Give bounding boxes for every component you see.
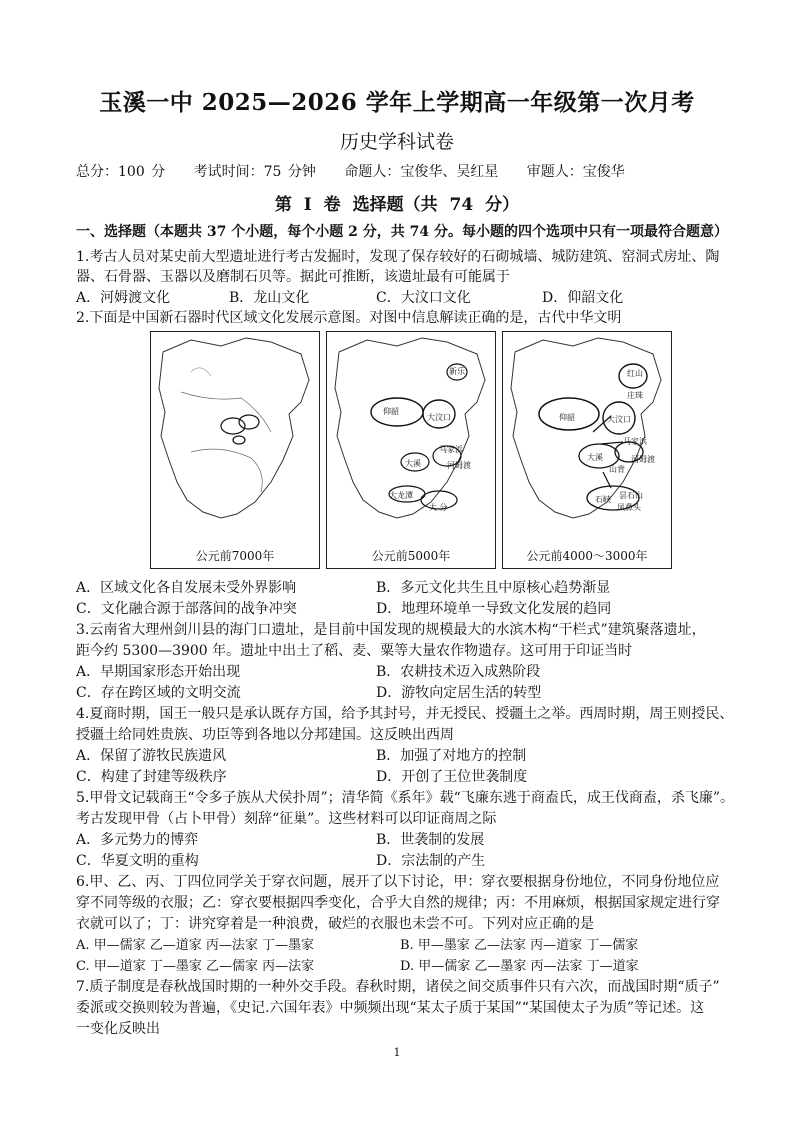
- q5-stem-1: 5.甲骨文记载商王“令多子族从犬侯扑周”；清华简《系年》载“飞廉东逃于商盍氏，成王伐商盍，杀飞廉”。: [76, 790, 734, 806]
- total-score: 总分：100 分: [76, 164, 166, 180]
- section-heading: 第 I 卷 选择题（共 74 分）: [274, 195, 520, 215]
- q4-stem-1: 4.夏商时期，国王一般只是承认既存方国，给予其封号，并无授民、授疆土之举。西周时期，周王则授民、: [76, 706, 734, 722]
- q5-option-a: A．多元势力的博弈: [76, 832, 199, 848]
- q2-option-c: C．文化融合源于部落间的战争冲突: [76, 601, 297, 617]
- map-3-label: 山背: [609, 465, 625, 474]
- author: 命题人：宝俊华、吴红星: [344, 164, 499, 180]
- q6-stem-3: 衣就可以了；丁：讲究穿着是一种浪费，破烂的衣服也未尝不可。下列对应正确的是: [76, 916, 594, 932]
- map-4000-3000bc: [502, 331, 672, 569]
- q5-stem-2: 考古发现甲骨（占卜甲骨）刻辞“征巢”。这些材料可以印证商周之际: [76, 811, 497, 827]
- q3-option-c: C．存在跨区域的文明交流: [76, 685, 241, 701]
- q4-option-c: C．构建了封建等级秩序: [76, 769, 227, 785]
- reviewer: 审题人：宝俊华: [526, 164, 625, 180]
- map-2-label: 大汶口: [427, 413, 451, 422]
- q6-option-a: A. 甲—儒家 乙—道家 丙—法家 丁—墨家: [76, 938, 315, 953]
- q7-stem-2: 委派或交换则较为普遍，《史记.六国年表》中频频出现“某太子质于某国”“某国使太子为质”等记述。这: [76, 1000, 705, 1016]
- map-3-label: 仰韶: [559, 413, 575, 422]
- q3-stem-1: 3.云南省大理州剑川县的海门口遗址，是目前中国发现的规模最大的水滨木构“干栏式”建筑聚落遗址，: [76, 622, 706, 638]
- q5-option-c: C．华夏文明的重构: [76, 853, 199, 869]
- q6-option-b: B. 甲—墨家 乙—法家 丙—道家 丁—儒家: [400, 938, 639, 953]
- map-2-label: 大龙潭: [389, 491, 413, 500]
- map-3-label: 红山: [627, 369, 643, 378]
- q5-option-b: B．世袭制的发展: [376, 832, 485, 848]
- exam-subtitle: 历史学科试卷: [339, 131, 454, 153]
- map-3-label: 昙石山: [619, 491, 643, 500]
- map-3-label: 大溪: [587, 453, 603, 462]
- map-2-label: 马家浜: [439, 445, 463, 454]
- q1-option-b: B．龙山文化: [229, 290, 310, 306]
- q1-option-c: C．大汶口文化: [376, 290, 471, 306]
- map-2-label: 大溪: [405, 459, 421, 468]
- q3-option-a: A．早期国家形态开始出现: [76, 664, 241, 680]
- q1-stem-1: 1.考古人员对某史前大型遗址进行考古发掘时，发现了保存较好的石砌城墙、城防建筑、窑洞式房址、陶: [76, 249, 720, 265]
- part-heading: 一、选择题（本题共 37 个小题，每个小题 2 分，共 74 分。每小题的四个选项中只有一项最符合题意）: [76, 224, 728, 240]
- map-1-caption: 公元前7000年: [195, 549, 275, 563]
- map-3-caption: 公元前4000～3000年: [526, 549, 648, 563]
- q6-stem-1: 6.甲、乙、丙、丁四位同学关于穿衣问题，展开了以下讨论，甲：穿衣要根据身份地位，不同身份地位应: [76, 874, 720, 890]
- page-number: 1: [393, 1046, 401, 1059]
- map-3-label: 马家浜: [623, 437, 647, 446]
- exam-title: 玉溪一中 2025—2026 学年上学期高一年级第一次月考: [99, 89, 695, 116]
- map-2-label: 河姆渡: [447, 461, 471, 470]
- map-2-caption: 公元前5000年: [371, 549, 451, 563]
- q7-stem-3: 一变化反映出: [76, 1021, 160, 1037]
- map-3-label: 河姆渡: [631, 455, 655, 464]
- q5-option-d: D．宗法制的产生: [376, 853, 486, 869]
- map-7000bc: [150, 331, 320, 569]
- q4-option-a: A．保留了游牧民族遗风: [76, 748, 227, 764]
- map-2-label: 新乐: [449, 367, 465, 376]
- q2-option-b: B．多元文化共生且中原核心趋势渐显: [376, 580, 611, 596]
- q6-option-d: D. 甲—儒家 乙—墨家 丙—法家 丁—道家: [400, 959, 639, 974]
- map-5000bc: [326, 331, 496, 569]
- q4-option-b: B．加强了对地方的控制: [376, 748, 527, 764]
- exam-meta: [76, 161, 647, 181]
- q2-stem: 2.下面是中国新石器时代区域文化发展示意图。对图中信息解读正确的是，古代中华文明: [76, 310, 622, 326]
- neolithic-maps-figure: [150, 331, 670, 569]
- q2-option-d: D．地理环境单一导致文化发展的趋同: [376, 601, 612, 617]
- q1-stem-2: 器、石骨器、玉器以及磨制石贝等。据此可推断，该遗址最有可能属于: [76, 269, 510, 285]
- q3-option-b: B．农耕技术迈入成熟阶段: [376, 664, 541, 680]
- q3-stem-2: 距今约 5300—3900 年。遗址中出土了稻、麦、粟等大量农作物遗存。这可用于印证当时: [76, 643, 633, 659]
- map-2-label: 大 分: [429, 503, 448, 512]
- china-outline-map-2: [327, 332, 495, 542]
- q6-stem-2: 穿不同等级的衣服；乙：穿衣要根据四季变化，合乎大自然的规律；丙：不用麻烦，根据国家规定进行穿: [76, 895, 720, 911]
- q6-option-c: C. 甲—道家 丁—墨家 乙—儒家 丙—法家: [76, 959, 315, 974]
- q3-option-d: D．游牧向定居生活的转型: [376, 685, 542, 701]
- q4-stem-2: 授疆土给同姓贵族、功臣等到各地以分邦建国。这反映出西周: [76, 727, 454, 743]
- q2-option-a: A．区域文化各自发展未受外界影响: [76, 580, 297, 596]
- exam-time: 考试时间：75 分钟: [193, 164, 316, 180]
- map-3-label: 凤鼻头: [617, 503, 641, 512]
- map-3-label: 庄珠: [627, 391, 643, 400]
- q7-stem-1: 7.质子制度是春秋战国时期的一种外交手段。春秋时期，诸侯之间交质事件只有六次，而战国时期“质子”: [76, 979, 720, 995]
- map-3-label: 大汶口: [607, 415, 631, 424]
- q1-option-a: A．河姆渡文化: [76, 290, 171, 306]
- china-outline-map-1: [151, 332, 319, 542]
- map-3-label: 石峡: [595, 495, 611, 504]
- q4-option-d: D．开创了王位世袭制度: [376, 769, 528, 785]
- map-2-label: 仰韶: [383, 407, 399, 416]
- q1-option-d: D．仰韶文化: [542, 290, 624, 306]
